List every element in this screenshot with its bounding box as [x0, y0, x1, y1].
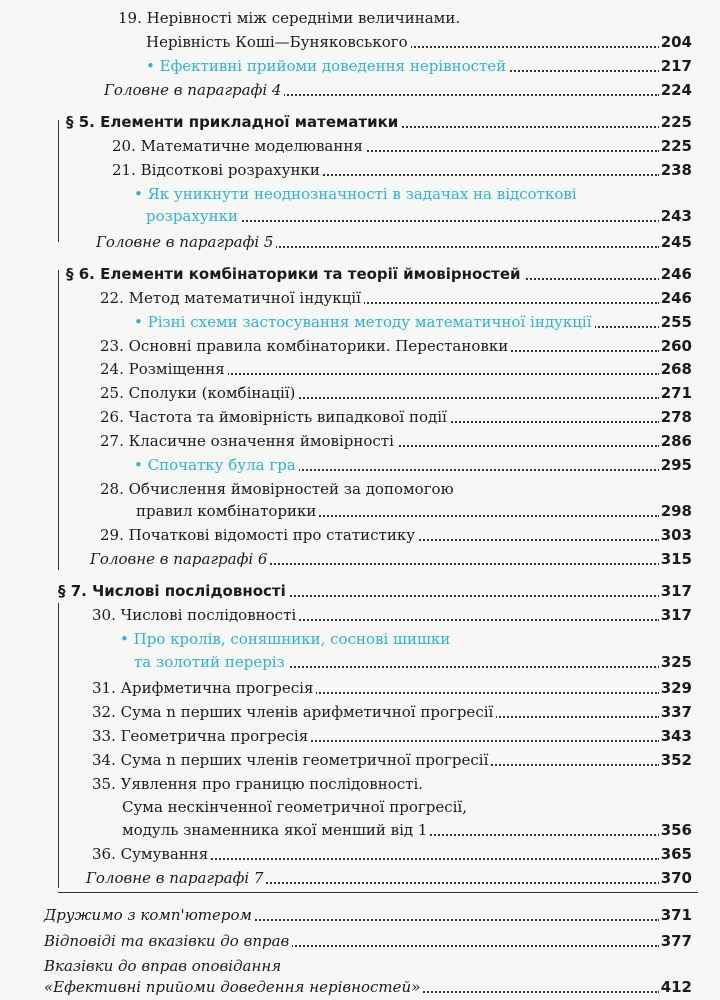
- page-number: 325: [659, 650, 692, 674]
- page-number: 377: [659, 929, 692, 953]
- toc-entry-23[interactable]: 23. Основні правила комбінаторики. Перестановки 260: [0, 334, 720, 358]
- toc-extra-inequalities[interactable]: • Ефективні прийоми доведення нерівностей 217: [0, 54, 720, 78]
- page-number: 255: [659, 310, 692, 334]
- toc-summary-4[interactable]: Головне в параграфі 4 224: [0, 78, 720, 102]
- toc-entry-24[interactable]: 24. Розміщення 268: [0, 357, 720, 381]
- toc-extra-rabbits-a[interactable]: • Про кролів, соняшники, соснові шишки: [0, 627, 720, 651]
- toc-extra-game[interactable]: • Спочатку була гра 295: [0, 453, 720, 477]
- page-number: 343: [659, 724, 692, 748]
- page-number: 268: [659, 357, 692, 381]
- toc-section-6[interactable]: § 6. Елементи комбінаторики та теорії ймовірностей 246: [0, 262, 720, 286]
- toc-entry-33[interactable]: 33. Геометрична прогресія 343: [0, 724, 720, 748]
- toc-entry-25[interactable]: 25. Сполуки (комбінації) 271: [0, 381, 720, 405]
- toc-entry-27[interactable]: 27. Класичне означення ймовірності 286: [0, 429, 720, 453]
- toc-extra-percent-a[interactable]: • Як уникнути неоднозначності в задачах на відсоткові: [0, 182, 720, 206]
- page-number: 365: [659, 842, 692, 866]
- toc-summary-6[interactable]: Головне в параграфі 6 315: [0, 547, 720, 571]
- page-number: 317: [659, 603, 692, 627]
- page-number: 278: [659, 405, 692, 429]
- page-number: 329: [659, 676, 692, 700]
- toc-entry-34[interactable]: 34. Сума n перших членів геометричної прогресії 352: [0, 748, 720, 772]
- toc-extra-percent-b[interactable]: розрахунки 243: [0, 204, 720, 228]
- page-number: 225: [659, 110, 692, 134]
- page-number: 370: [659, 866, 692, 890]
- toc-entry-35c[interactable]: модуль знаменника якої менший від 1 356: [0, 818, 720, 842]
- toc-back-computer[interactable]: Дружимо з комп'ютером 371: [0, 903, 720, 927]
- toc-extra-rabbits-b[interactable]: та золотий переріз 325: [0, 650, 720, 674]
- toc-entry-19-cont[interactable]: Нерівність Коші—Буняковського 204: [0, 30, 720, 54]
- toc-entry-28a[interactable]: 28. Обчислення ймовірностей за допомогою: [0, 477, 720, 501]
- toc-entry-35b[interactable]: Сума нескінченної геометричної прогресії,: [0, 795, 720, 819]
- toc-entry-35a[interactable]: 35. Уявлення про границю послідовності.: [0, 772, 720, 796]
- page-number: 238: [659, 158, 692, 182]
- page-number: 225: [659, 134, 692, 158]
- page-number: 246: [659, 262, 692, 286]
- page-number: 356: [659, 818, 692, 842]
- toc-summary-5[interactable]: Головне в параграфі 5 245: [0, 230, 720, 254]
- page-number: 286: [659, 429, 692, 453]
- toc-entry-29[interactable]: 29. Початкові відомості про статистику 303: [0, 523, 720, 547]
- page-number: 337: [659, 700, 692, 724]
- page-number: 371: [659, 903, 692, 927]
- toc-entry-36[interactable]: 36. Сумування 365: [0, 842, 720, 866]
- page-number: 412: [659, 975, 692, 999]
- page-number: 315: [659, 547, 692, 571]
- page-number: 245: [659, 230, 692, 254]
- page-number: 303: [659, 523, 692, 547]
- page-number: 217: [659, 54, 692, 78]
- toc-section-5[interactable]: § 5. Елементи прикладної математики 225: [0, 110, 720, 134]
- page-number: 317: [659, 579, 692, 603]
- toc-entry-30[interactable]: 30. Числові послідовності 317: [0, 603, 720, 627]
- toc-summary-7[interactable]: Головне в параграфі 7 370: [0, 866, 720, 890]
- toc-back-hints-b[interactable]: «Ефективні прийоми доведення нерівностей» 412: [0, 975, 720, 999]
- page-number: 295: [659, 453, 692, 477]
- page-number: 204: [659, 30, 692, 54]
- page-number: 352: [659, 748, 692, 772]
- toc-back-hints-a[interactable]: Вказівки до вправ оповідання: [0, 954, 720, 978]
- toc-entry-26[interactable]: 26. Частота та ймовірність випадкової події 278: [0, 405, 720, 429]
- page-number: 298: [659, 499, 692, 523]
- toc-entry-32[interactable]: 32. Сума n перших членів арифметичної прогресії 337: [0, 700, 720, 724]
- page-number: 246: [659, 286, 692, 310]
- page-number: 243: [659, 204, 692, 228]
- bottom-separator: [58, 892, 698, 893]
- page-number: 260: [659, 334, 692, 358]
- toc-entry-19[interactable]: 19. Нерівності між середніми величинами.: [0, 6, 720, 30]
- toc-back-answers[interactable]: Відповіді та вказівки до вправ 377: [0, 929, 720, 953]
- toc-entry-31[interactable]: 31. Арифметична прогресія 329: [0, 676, 720, 700]
- toc-entry-22[interactable]: 22. Метод математичної індукції 246: [0, 286, 720, 310]
- toc-entry-28b[interactable]: правил комбінаторики 298: [0, 499, 720, 523]
- toc-extra-induction[interactable]: • Різні схеми застосування методу математичної індукції 255: [0, 310, 720, 334]
- toc-entry-21[interactable]: 21. Відсоткові розрахунки 238: [0, 158, 720, 182]
- toc-section-7[interactable]: § 7. Числові послідовності 317: [0, 579, 720, 603]
- page-number: 224: [659, 78, 692, 102]
- page-number: 271: [659, 381, 692, 405]
- toc-entry-20[interactable]: 20. Математичне моделювання 225: [0, 134, 720, 158]
